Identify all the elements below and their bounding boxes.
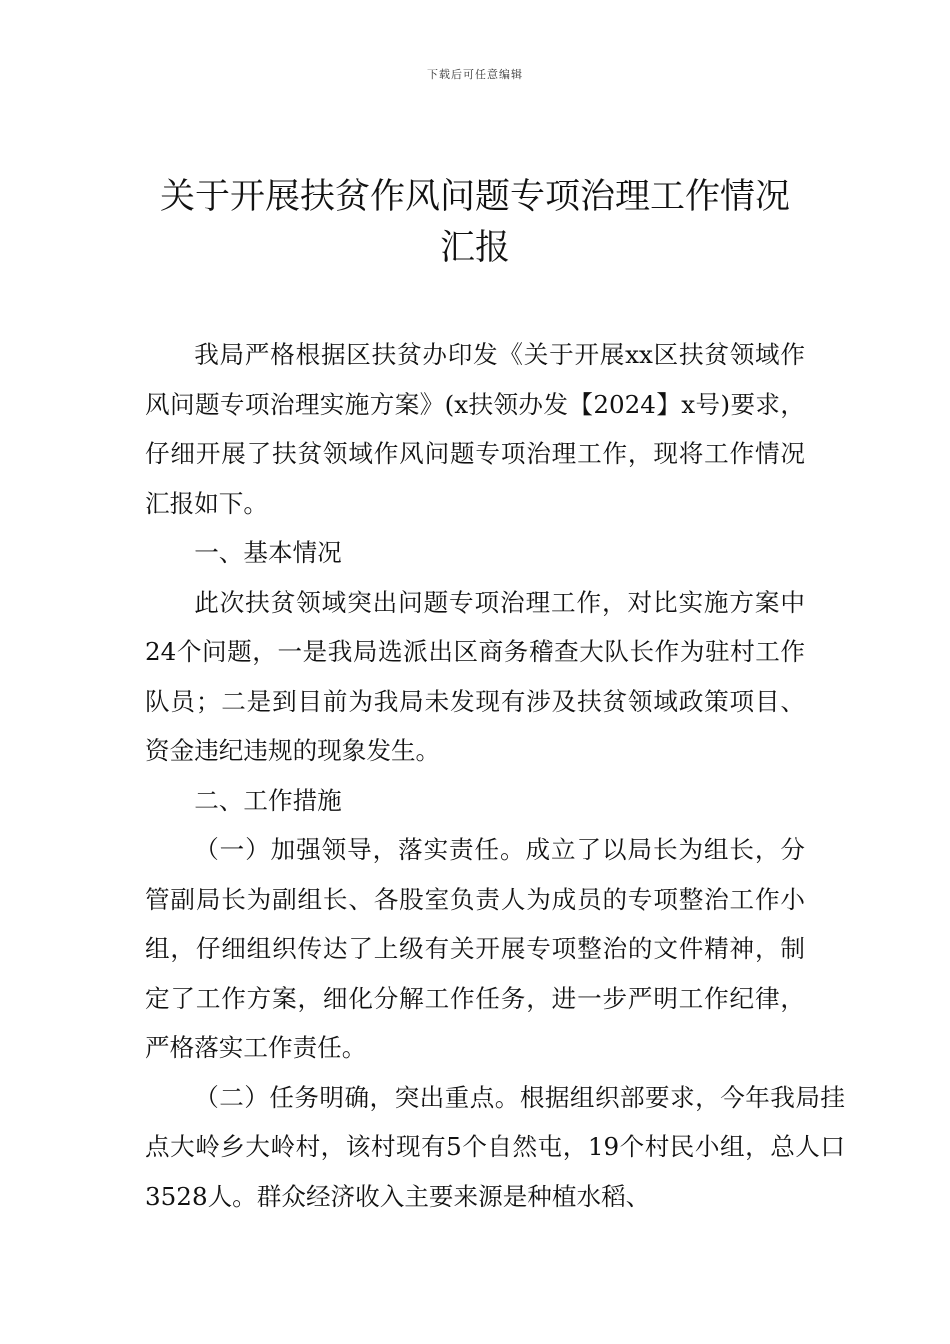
header-note: 下载后可任意编辑 (427, 68, 523, 81)
section-heading-basic-situation: 一、基本情况 (194, 538, 342, 567)
paragraph-measure-2: （二）任务明确，突出重点。根据组织部要求，今年我局挂点大岭乡大岭村，该村现有5个自然屯，19个村民小组，总人口3528人。群众经济收入主要来源是种植水稻、 (145, 1082, 845, 1211)
paragraph-measure-1: （一）加强领导，落实责任。成立了以局长为组长，分管副局长为副组长、各股室负责人为成员的专项整治工作小组，仔细组织传达了上级有关开展专项整治的文件精神，制定了工作方案，细化分解工作任务，进一步严明工作纪律，严格落实工作责任。 (145, 835, 805, 1062)
paragraph-basic-situation: 此次扶贫领域突出问题专项治理工作，对比实施方案中24个问题，一是我局选派出区商务稽查大队长作为驻村工作队员；二是到目前为我局未发现有涉及扶贫领域政策项目、资金违纪违规的现象发生。 (145, 587, 805, 765)
document-title (120, 172, 830, 274)
paragraph-intro: 我局严格根据区扶贫办印发《关于开展xx区扶贫领域作风问题专项治理实施方案》(x扶领办发【2024】x号)要求，仔细开展了扶贫领域作风问题专项治理工作，现将工作情况汇报如下。 (145, 340, 805, 518)
document-body (145, 330, 845, 1221)
title-line-1: 关于开展扶贫作风问题专项治理工作情况 (159, 177, 790, 217)
section-heading-work-measures: 二、工作措施 (194, 785, 342, 815)
title-line-2: 汇报 (439, 228, 510, 268)
